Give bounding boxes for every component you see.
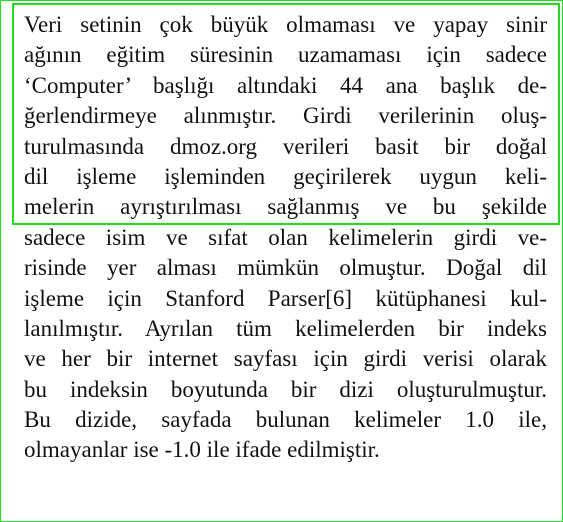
text-line: işleme için Stanford Parser[6] kütüphanesi kul- xyxy=(24,285,547,311)
text-line: risinde yer alması mümkün olmuştur. Doğal dil xyxy=(24,255,547,281)
text-line: olmayanlar ise -1.0 ile ifade edilmiştir. xyxy=(24,437,380,463)
text-line: Veri setinin çok büyük olmaması ve yapay sinir xyxy=(24,12,547,37)
text-line: ağının eğitim süresinin uzamaması için sadece xyxy=(24,42,547,68)
text-line: ve her bir internet sayfası için girdi verisi olarak xyxy=(24,346,547,372)
text-line: ‘Computer’ başlığı altındaki 44 ana başlık de- xyxy=(24,72,547,98)
text-line: dil işleme işleminden geçirilerek uygun keli- xyxy=(24,163,547,189)
text-line: bu indeksin boyutunda bir dizi oluşturulmuştur. xyxy=(24,376,547,402)
text-line: turulmasında dmoz.org verileri basit bir doğal xyxy=(24,133,547,159)
text-line: sadece isim ve sıfat olan kelimelerin girdi ve- xyxy=(24,224,547,250)
text-line: ğerlendirmeye alınmıştır. Girdi verilerinin oluş- xyxy=(24,103,547,129)
paragraph xyxy=(24,10,547,466)
text-line: melerin ayrıştırılması sağlanmış ve bu şekilde xyxy=(24,194,547,220)
text-line: lanılmıştır. Ayrılan tüm kelimelerden bir indeks xyxy=(24,315,547,341)
text-line: Bu dizide, sayfada bulunan kelimeler 1.0 ile, xyxy=(24,407,547,433)
